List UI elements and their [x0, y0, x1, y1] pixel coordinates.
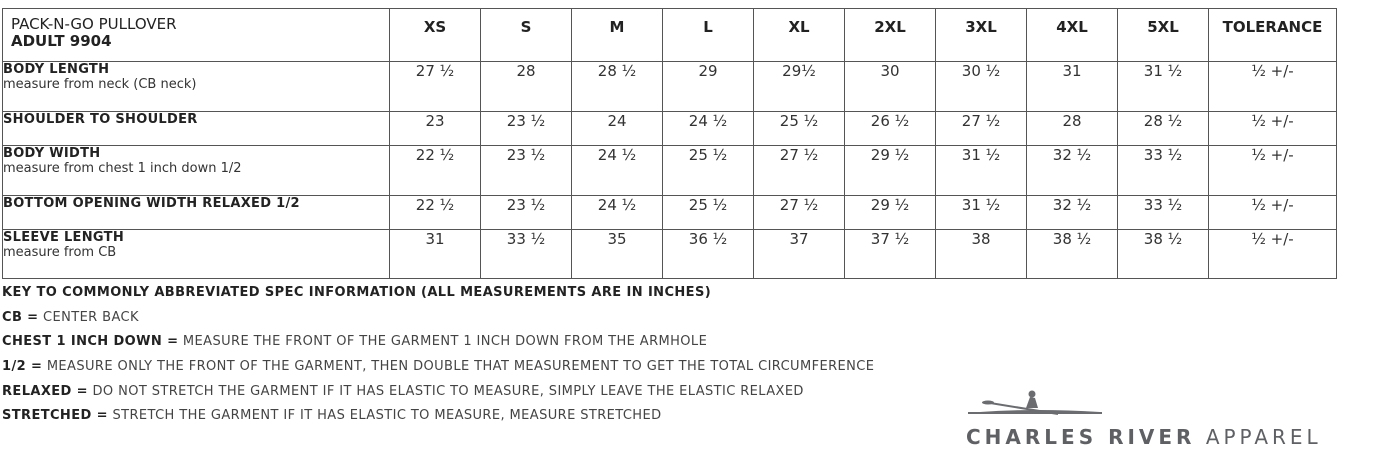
brand-logo [966, 386, 1371, 452]
value-2xl: 37 ½ [845, 230, 936, 279]
value-xl: 37 [754, 230, 845, 279]
spec-row-sleeve-length [3, 230, 1337, 279]
value-5xl: 28 ½ [1118, 112, 1209, 146]
row-label [3, 62, 390, 112]
value-5xl: 33 ½ [1118, 196, 1209, 230]
brand-name [966, 425, 1322, 449]
value-2xl: 26 ½ [845, 112, 936, 146]
product-model: ADULT 9904 [11, 32, 112, 50]
tolerance-value: ½ +/- [1209, 62, 1337, 112]
key-item-half [2, 359, 874, 374]
value-3xl: 27 ½ [936, 112, 1027, 146]
value-xs: 23 [390, 112, 481, 146]
value-5xl: 33 ½ [1118, 146, 1209, 196]
value-3xl: 31 ½ [936, 146, 1027, 196]
value-xs: 27 ½ [390, 62, 481, 112]
key-heading-title: KEY TO COMMONLY ABBREVIATED SPEC INFORMATION [2, 285, 417, 300]
product-name: PACK-N-GO PULLOVER [11, 15, 177, 33]
spec-row-body-width [3, 146, 1337, 196]
key-item-relaxed [2, 384, 804, 399]
value-5xl: 38 ½ [1118, 230, 1209, 279]
row-subtitle: measure from neck (CB neck) [3, 77, 197, 92]
key-term: CB = [2, 310, 39, 325]
value-3xl: 30 ½ [936, 62, 1027, 112]
value-4xl: 28 [1027, 112, 1118, 146]
value-3xl: 31 ½ [936, 196, 1027, 230]
key-definition: MEASURE THE FRONT OF THE GARMENT 1 INCH DOWN FROM THE ARMHOLE [182, 334, 708, 349]
value-4xl: 32 ½ [1027, 146, 1118, 196]
value-l: 24 ½ [663, 112, 754, 146]
row-title: BODY WIDTH [3, 146, 101, 161]
value-xl: 27 ½ [754, 196, 845, 230]
product-header [3, 9, 390, 62]
spec-row-shoulder-to-shoulder [3, 112, 1337, 146]
value-4xl: 31 [1027, 62, 1118, 112]
key-term: 1/2 = [2, 359, 43, 374]
key-definition: STRETCH THE GARMENT IF IT HAS ELASTIC TO MEASURE, MEASURE STRETCHED [112, 408, 662, 423]
value-s: 28 [481, 62, 572, 112]
size-header-4xl: 4XL [1027, 9, 1118, 62]
value-l: 25 ½ [663, 196, 754, 230]
tolerance-value: ½ +/- [1209, 112, 1337, 146]
value-4xl: 32 ½ [1027, 196, 1118, 230]
value-m: 24 [572, 112, 663, 146]
row-label [3, 196, 390, 230]
value-xl: 25 ½ [754, 112, 845, 146]
tolerance-value: ½ +/- [1209, 146, 1337, 196]
key-heading-note: (ALL MEASUREMENTS ARE IN INCHES) [420, 285, 712, 300]
key-definition: CENTER BACK [43, 310, 139, 325]
header-row [3, 9, 1337, 62]
key-item-stretched [2, 408, 662, 423]
row-title: BOTTOM OPENING WIDTH RELAXED 1/2 [3, 196, 300, 211]
key-item-cb [2, 310, 139, 325]
tolerance-header: TOLERANCE [1209, 9, 1337, 62]
value-3xl: 38 [936, 230, 1027, 279]
size-header-xs: XS [390, 9, 481, 62]
spec-row-bottom-opening-width [3, 196, 1337, 230]
size-header-3xl: 3XL [936, 9, 1027, 62]
key-term: CHEST 1 INCH DOWN = [2, 334, 179, 349]
value-l: 36 ½ [663, 230, 754, 279]
value-m: 24 ½ [572, 146, 663, 196]
size-spec-table [2, 8, 1337, 279]
size-header-2xl: 2XL [845, 9, 936, 62]
row-subtitle: measure from chest 1 inch down 1/2 [3, 161, 242, 176]
value-l: 29 [663, 62, 754, 112]
size-header-5xl: 5XL [1118, 9, 1209, 62]
value-xs: 31 [390, 230, 481, 279]
row-subtitle: measure from CB [3, 245, 117, 260]
key-heading [2, 285, 711, 300]
value-4xl: 38 ½ [1027, 230, 1118, 279]
rower-icon [966, 386, 1106, 420]
value-2xl: 29 ½ [845, 146, 936, 196]
value-xs: 22 ½ [390, 196, 481, 230]
row-label [3, 112, 390, 146]
row-label [3, 230, 390, 279]
size-header-l: L [663, 9, 754, 62]
key-definition: MEASURE ONLY THE FRONT OF THE GARMENT, THEN DOUBLE THAT MEASUREMENT TO GET THE TOTAL CIRCUMFERENCE [46, 359, 875, 374]
brand-name-light: APPAREL [1205, 425, 1322, 449]
row-title: BODY LENGTH [3, 62, 110, 77]
value-5xl: 31 ½ [1118, 62, 1209, 112]
row-title: SLEEVE LENGTH [3, 230, 125, 245]
value-xl: 29½ [754, 62, 845, 112]
key-definition: DO NOT STRETCH THE GARMENT IF IT HAS ELASTIC TO MEASURE, SIMPLY LEAVE THE ELASTIC RELAXED [92, 384, 804, 399]
value-s: 23 ½ [481, 146, 572, 196]
value-s: 33 ½ [481, 230, 572, 279]
tolerance-value: ½ +/- [1209, 230, 1337, 279]
value-s: 23 ½ [481, 112, 572, 146]
value-l: 25 ½ [663, 146, 754, 196]
key-item-chest [2, 334, 707, 349]
value-xs: 22 ½ [390, 146, 481, 196]
value-m: 28 ½ [572, 62, 663, 112]
key-term: RELAXED = [2, 384, 88, 399]
value-2xl: 29 ½ [845, 196, 936, 230]
size-header-s: S [481, 9, 572, 62]
value-m: 35 [572, 230, 663, 279]
value-2xl: 30 [845, 62, 936, 112]
spec-row-body-length [3, 62, 1337, 112]
value-m: 24 ½ [572, 196, 663, 230]
row-label [3, 146, 390, 196]
key-term: STRETCHED = [2, 408, 108, 423]
tolerance-value: ½ +/- [1209, 196, 1337, 230]
size-header-m: M [572, 9, 663, 62]
value-xl: 27 ½ [754, 146, 845, 196]
row-title: SHOULDER TO SHOULDER [3, 112, 198, 127]
value-s: 23 ½ [481, 196, 572, 230]
brand-name-bold: CHARLES RIVER [966, 425, 1196, 449]
size-header-xl: XL [754, 9, 845, 62]
